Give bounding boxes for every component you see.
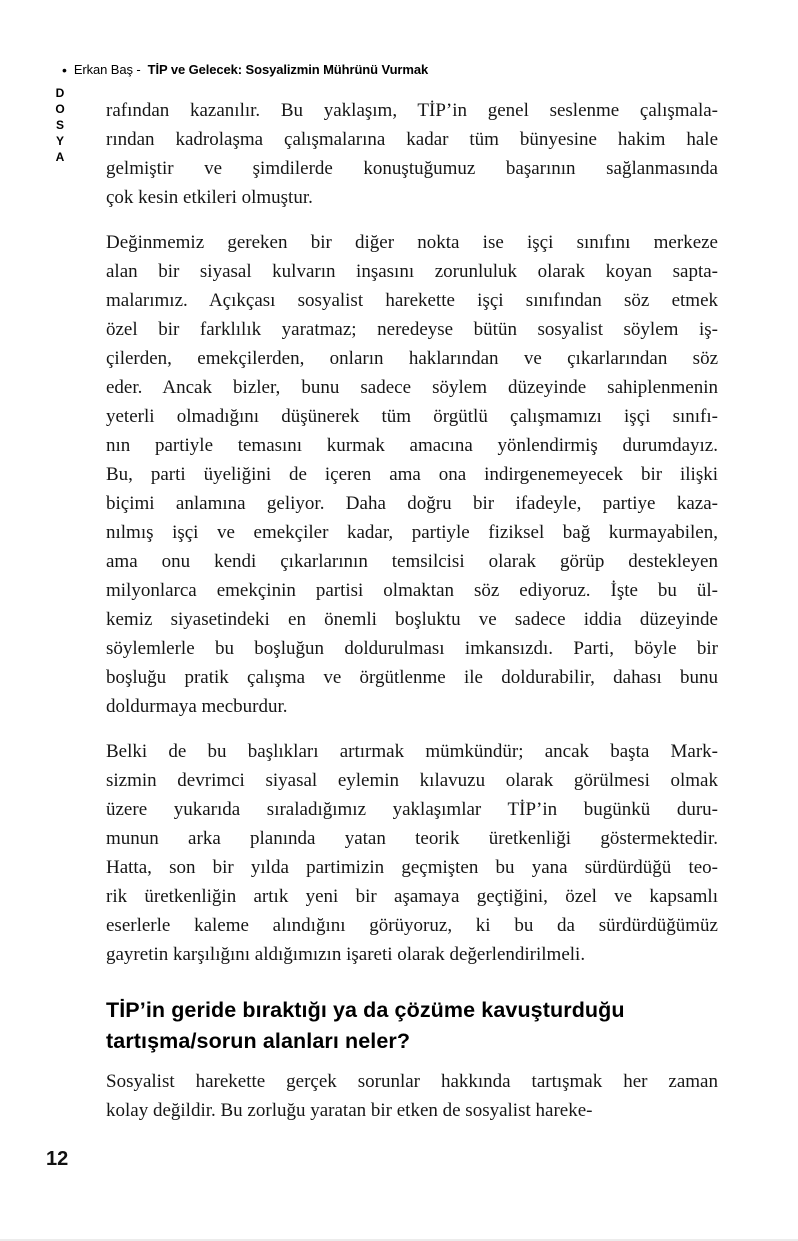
body-paragraph-4: Sosyalist harekette gerçek sorunlar hakkında tartışmak her zaman kolay değildir. Bu zorluğu yaratan bir etken de sosyalist hareke- bbox=[106, 1071, 718, 1121]
bullet-icon: • bbox=[62, 61, 67, 78]
book-title: TİP ve Gelecek: Sosyalizmin Mührünü Vurmak bbox=[147, 62, 429, 77]
section-heading: TİP’in geride bıraktığı ya da çözüme kavuşturduğu tartışma/sorun alanları neler? bbox=[106, 998, 625, 1053]
author-name: Erkan Baş - bbox=[73, 62, 141, 77]
page-content bbox=[106, 96, 718, 1141]
running-header bbox=[62, 62, 428, 77]
body-paragraph-2: Değinmemiz gereken bir diğer nokta ise işçi sınıfını merkeze alan bir siyasal kulvarın inşasını zorunluluk olarak koyan sapta- malarımız. Açıkçası sosyalist harekette işçi sınıfından söz etmek özel bir farklılık yaratmaz; neredeyse bütün sosyalist söylem iş- çilerden, emekçilerden, onların haklarından ve çıkarlarından söz eder. Ancak bizler, bunu sadece söylem düzeyinde sahiplenmenin yeterli olmadığını düşünerek tüm örgütlü çalışmamızı işçi sınıfı- nın partiyle temasını kurmak amacına yönlendirmiş durumdayız. Bu, parti üyeliğini de içeren ama ona indirgenemeyecek bir ilişki biçimi anlamına geliyor. Daha doğru bir ifadeyle, partiye kaza- nılmış işçi ve emekçiler kadar, partiyle fiziksel bağ kurmayabilen, ama onu kendi çıkarlarının temsilcisi olarak görüp destekleyen milyonlarca emekçinin partisi olmaktan söz ediyoruz. İşte bu ül- kemiz siyasetindeki en önemli boşluktu ve sadece iddia düzeyinde söylemlerle bu boşluğun doldurulması imkansızdı. Parti, böyle bir boşluğu pratik çalışma ve örgütlenme ile doldurabilir, dahası bunu doldurmaya mecburdur. bbox=[106, 232, 718, 717]
body-paragraph-3: Belki de bu başlıkları artırmak mümkündür; ancak başta Mark- sizmin devrimci siyasal eylemin kılavuzu olarak görülmesi olmak üzere yukarıda sıraladığımız yaklaşımlar TİP’in bugünkü duru- munun arka planında yatan teorik üretkenliği göstermektedir. Hatta, son bir yılda partimizin geçmişten bu yana sürdürdüğü teo- rik üretkenliğin artık yeni bir aşamaya geçtiğini, özel ve kapsamlı eserlerle kaleme alındığını görüyoruz, ki bu da sürdürdüğümüz gayretin karşılığını aldığımızın işareti olarak değerlendirilmeli. bbox=[106, 741, 718, 965]
page-number: 12 bbox=[46, 1148, 69, 1170]
section-label-dosya: DOSYA bbox=[53, 86, 67, 166]
body-paragraph-1: rafından kazanılır. Bu yaklaşım, TİP’in genel seslenme çalışmala- rından kadrolaşma çalışmalarına kadar tüm bünyesine hakim hale gelmiştir ve şimdilerde konuştuğumuz başarının sağlanmasında çok kesin etkileri olmuştur. bbox=[106, 100, 718, 208]
